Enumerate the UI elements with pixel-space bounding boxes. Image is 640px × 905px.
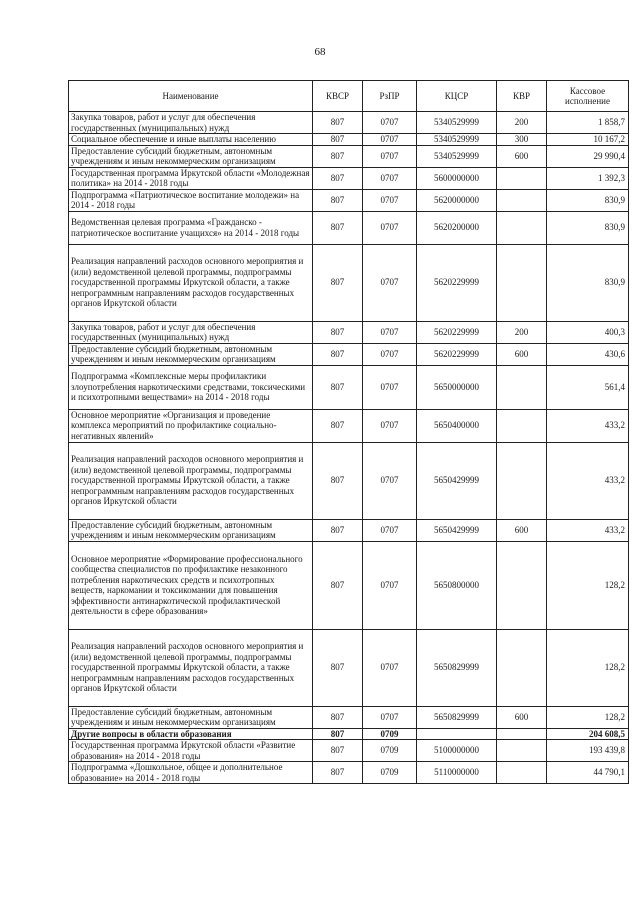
cell-kvsr: 807	[313, 167, 363, 189]
table-row	[69, 442, 629, 519]
cell-kcsr: 5620229999	[417, 321, 497, 343]
cell-name: Закупка товаров, работ и услуг для обеспечения государственных (муниципальных) нужд	[69, 321, 313, 343]
cell-amount: 433,2	[547, 519, 629, 541]
header-kcsr: КЦСР	[417, 81, 497, 112]
cell-name: Закупка товаров, работ и услуг для обеспечения государственных (муниципальных) нужд	[69, 112, 313, 134]
cell-amount: 830,9	[547, 211, 629, 244]
cell-amount: 193 439,8	[547, 740, 629, 762]
table-row	[69, 211, 629, 244]
cell-amount: 128,2	[547, 541, 629, 629]
cell-amount: 400,3	[547, 321, 629, 343]
cell-kvr	[497, 189, 547, 211]
cell-rzpr: 0707	[363, 134, 417, 146]
cell-kvsr: 807	[313, 244, 363, 321]
cell-rzpr: 0707	[363, 145, 417, 167]
table-row	[69, 740, 629, 762]
cell-rzpr: 0707	[363, 442, 417, 519]
cell-kvsr: 807	[313, 629, 363, 706]
cell-kvsr: 807	[313, 541, 363, 629]
cell-kvr	[497, 409, 547, 442]
cell-amount: 204 608,5	[547, 728, 629, 740]
cell-rzpr: 0707	[363, 343, 417, 365]
cell-kvr: 300	[497, 134, 547, 146]
cell-kvsr: 807	[313, 112, 363, 134]
cell-rzpr: 0707	[363, 706, 417, 728]
table-row	[69, 321, 629, 343]
cell-kcsr: 5650000000	[417, 365, 497, 409]
cell-kvsr: 807	[313, 365, 363, 409]
cell-name: Предоставление субсидий бюджетным, автономным учреждениям и иным некоммерческим организациям	[69, 519, 313, 541]
cell-name: Подпрограмма «Дошкольное, общее и дополнительное образование» на 2014 - 2018 годы	[69, 762, 313, 784]
table-row	[69, 629, 629, 706]
cell-amount: 1 858,7	[547, 112, 629, 134]
cell-name: Государственная программа Иркутской области «Развитие образования» на 2014 - 2018 годы	[69, 740, 313, 762]
cell-name: Другие вопросы в области образования	[69, 728, 313, 740]
table-row	[69, 167, 629, 189]
cell-kvsr: 807	[313, 519, 363, 541]
cell-name: Подпрограмма «Патриотическое воспитание молодежи» на 2014 - 2018 годы	[69, 189, 313, 211]
cell-kvsr: 807	[313, 134, 363, 146]
budget-table	[68, 80, 629, 784]
cell-kvr	[497, 629, 547, 706]
cell-kvsr: 807	[313, 442, 363, 519]
cell-rzpr: 0707	[363, 629, 417, 706]
cell-kvsr: 807	[313, 343, 363, 365]
cell-kvr	[497, 167, 547, 189]
cell-rzpr: 0707	[363, 519, 417, 541]
cell-kvr	[497, 740, 547, 762]
cell-name: Реализация направлений расходов основного мероприятия и (или) ведомственной целевой программы, подпрограммы государственной программы Иркутской области, а также непрограммным направлениям расходов государственных органов Иркутской области	[69, 442, 313, 519]
cell-kvr	[497, 728, 547, 740]
cell-amount: 561,4	[547, 365, 629, 409]
header-kvr: КВР	[497, 81, 547, 112]
cell-kvsr: 807	[313, 321, 363, 343]
cell-rzpr: 0709	[363, 728, 417, 740]
cell-rzpr: 0707	[363, 541, 417, 629]
cell-kvr: 600	[497, 343, 547, 365]
cell-rzpr: 0707	[363, 211, 417, 244]
cell-kvr: 600	[497, 706, 547, 728]
table-header-row	[69, 81, 629, 112]
cell-rzpr: 0709	[363, 740, 417, 762]
table-row	[69, 762, 629, 784]
cell-name: Основное мероприятие «Формирование профессионального сообщества специалистов по профилактике незаконного потребления наркотических средств и психотропных веществ, наркомании и токсикомании для повышения эффективности антинаркотической профилактической деятельности в сфере образования»	[69, 541, 313, 629]
cell-kcsr: 5620229999	[417, 343, 497, 365]
table-body	[69, 112, 629, 784]
table-row	[69, 343, 629, 365]
cell-kvsr: 807	[313, 728, 363, 740]
cell-kcsr: 5650829999	[417, 706, 497, 728]
cell-kvr: 200	[497, 112, 547, 134]
cell-amount: 433,2	[547, 409, 629, 442]
cell-amount: 128,2	[547, 629, 629, 706]
table-row	[69, 365, 629, 409]
cell-name: Предоставление субсидий бюджетным, автономным учреждениям и иным некоммерческим организациям	[69, 343, 313, 365]
header-kvsr: КВСР	[313, 81, 363, 112]
cell-kvr: 200	[497, 321, 547, 343]
cell-kvr	[497, 762, 547, 784]
cell-kcsr: 5620200000	[417, 211, 497, 244]
cell-name: Основное мероприятие «Организация и проведение комплекса мероприятий по профилактике социально-негативных явлений»	[69, 409, 313, 442]
cell-amount: 29 990,4	[547, 145, 629, 167]
table-row	[69, 189, 629, 211]
cell-amount: 128,2	[547, 706, 629, 728]
cell-kvsr: 807	[313, 740, 363, 762]
cell-kcsr: 5100000000	[417, 740, 497, 762]
cell-kcsr: 5650800000	[417, 541, 497, 629]
cell-kvsr: 807	[313, 706, 363, 728]
cell-rzpr: 0707	[363, 244, 417, 321]
cell-kcsr: 5340529999	[417, 112, 497, 134]
cell-kvr	[497, 541, 547, 629]
cell-kvr	[497, 365, 547, 409]
cell-kvr: 600	[497, 519, 547, 541]
cell-amount: 433,2	[547, 442, 629, 519]
cell-kcsr: 5650829999	[417, 629, 497, 706]
cell-kvr	[497, 442, 547, 519]
cell-rzpr: 0707	[363, 321, 417, 343]
table-row	[69, 134, 629, 146]
cell-kcsr: 5650429999	[417, 442, 497, 519]
cell-rzpr: 0709	[363, 762, 417, 784]
cell-name: Предоставление субсидий бюджетным, автономным учреждениям и иным некоммерческим организациям	[69, 145, 313, 167]
cell-kvr	[497, 211, 547, 244]
cell-kcsr: 5620000000	[417, 189, 497, 211]
cell-kcsr	[417, 728, 497, 740]
cell-name: Ведомственная целевая программа «Гражданско - патриотическое воспитание учащихся» на 2014 - 2018 годы	[69, 211, 313, 244]
table-row	[69, 728, 629, 740]
table-row	[69, 145, 629, 167]
header-rzpr: РзПР	[363, 81, 417, 112]
cell-amount: 830,9	[547, 189, 629, 211]
cell-amount: 10 167,2	[547, 134, 629, 146]
table-row	[69, 541, 629, 629]
cell-rzpr: 0707	[363, 189, 417, 211]
table-row	[69, 409, 629, 442]
cell-name: Социальное обеспечение и иные выплаты населению	[69, 134, 313, 146]
header-name: Наименование	[69, 81, 313, 112]
table-row	[69, 112, 629, 134]
cell-name: Реализация направлений расходов основного мероприятия и (или) ведомственной целевой программы, подпрограммы государственной программы Иркутской области, а также непрограммным направлениям расходов государственных органов Иркутской области	[69, 629, 313, 706]
cell-kcsr: 5650429999	[417, 519, 497, 541]
cell-kvsr: 807	[313, 409, 363, 442]
cell-amount: 44 790,1	[547, 762, 629, 784]
cell-kcsr: 5620229999	[417, 244, 497, 321]
cell-kcsr: 5340529999	[417, 134, 497, 146]
cell-kvsr: 807	[313, 189, 363, 211]
cell-rzpr: 0707	[363, 409, 417, 442]
cell-kvr: 600	[497, 145, 547, 167]
header-amount: Кассовое исполнение	[547, 81, 629, 112]
cell-amount: 830,9	[547, 244, 629, 321]
table-row	[69, 706, 629, 728]
table-row	[69, 244, 629, 321]
cell-rzpr: 0707	[363, 112, 417, 134]
cell-rzpr: 0707	[363, 167, 417, 189]
table-row	[69, 519, 629, 541]
cell-kcsr: 5110000000	[417, 762, 497, 784]
cell-kvr	[497, 244, 547, 321]
cell-name: Государственная программа Иркутской области «Молодежная политика» на 2014 - 2018 годы	[69, 167, 313, 189]
cell-name: Подпрограмма «Комплексные меры профилактики злоупотребления наркотическими средствами, токсическими и психотропными веществами» на 2014 - 2018 годы	[69, 365, 313, 409]
cell-amount: 430,6	[547, 343, 629, 365]
cell-kcsr: 5600000000	[417, 167, 497, 189]
cell-kvsr: 807	[313, 145, 363, 167]
cell-name: Реализация направлений расходов основного мероприятия и (или) ведомственной целевой программы, подпрограммы государственной программы Иркутской области, а также непрограммным направлениям расходов государственных органов Иркутской области	[69, 244, 313, 321]
page-number: 68	[314, 46, 326, 58]
cell-rzpr: 0707	[363, 365, 417, 409]
cell-name: Предоставление субсидий бюджетным, автономным учреждениям и иным некоммерческим организациям	[69, 706, 313, 728]
cell-kvsr: 807	[313, 211, 363, 244]
cell-kvsr: 807	[313, 762, 363, 784]
cell-kcsr: 5340529999	[417, 145, 497, 167]
cell-kcsr: 5650400000	[417, 409, 497, 442]
cell-amount: 1 392,3	[547, 167, 629, 189]
